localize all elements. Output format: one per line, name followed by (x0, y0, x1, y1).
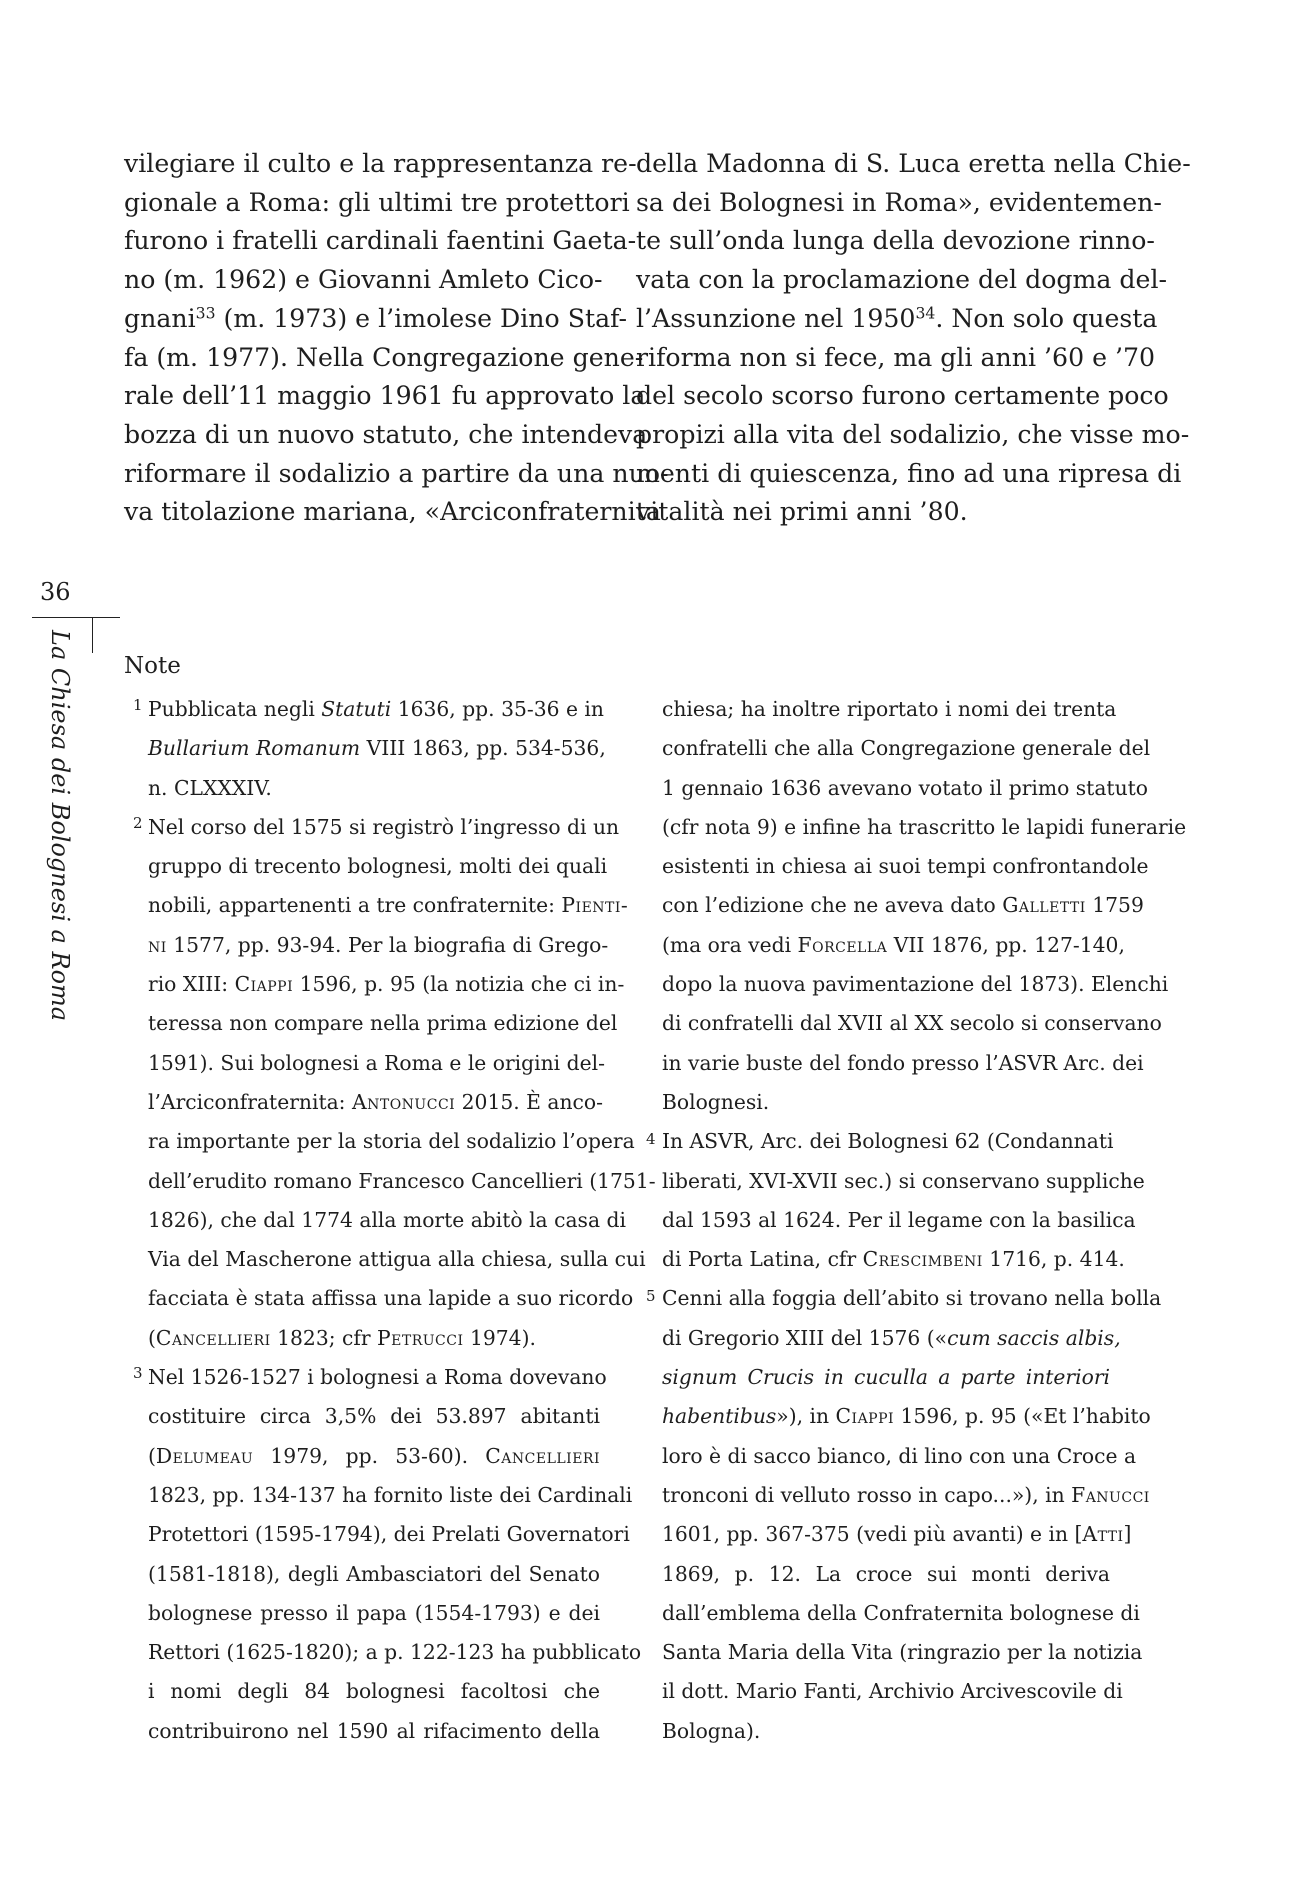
body-line: propizi alla vita del sodalizio, che visse mo- (636, 419, 1190, 449)
note-line: Bolognesi. (662, 1089, 770, 1114)
running-head: La Chiesa dei Bolognesi a Roma (46, 630, 74, 1022)
note-line: facciata è stata affissa una lapide a suo ricordo (148, 1286, 634, 1311)
footnote-ref[interactable]: 34 (915, 304, 936, 323)
note-line: bolognese presso il papa (1554-1793) e dei (148, 1600, 600, 1625)
note-line: 1591). Sui bolognesi a Roma e le origini del- (148, 1050, 605, 1075)
note-line: 1826), che dal 1774 alla morte abitò la casa di (148, 1207, 626, 1232)
body-line: furono i fratelli cardinali faentini Gaeta- (124, 226, 637, 256)
note-line: Via del Mascherone attigua alla chiesa, sulla cui (148, 1247, 646, 1272)
note-line: nobili, appartenenti a tre confraternite: Pienti- (148, 893, 629, 918)
body-line: vata con la proclamazione del dogma del- (636, 265, 1168, 295)
body-line: gionale a Roma: gli ultimi tre protettori (124, 187, 630, 217)
note-line: In ASVR, Arc. dei Bolognesi 62 (Condannati (662, 1129, 1114, 1154)
note-number: 4 (646, 1130, 656, 1148)
note-line: il dott. Mario Fanti, Archivio Arcivescovile di (662, 1679, 1123, 1704)
note-line: Bologna). (662, 1718, 761, 1743)
note-line: (ma ora vedi Forcella VII 1876, pp. 127-140, (662, 932, 1125, 957)
note-line: liberati, XVI-XVII sec.) si conservano suppliche (662, 1168, 1145, 1193)
body-line: vitalità nei primi anni ’80. (636, 497, 968, 527)
note-line: 1601, pp. 367-375 (vedi più avanti) e in [Atti] (662, 1522, 1132, 1547)
note-line: (1581-1818), degli Ambasciatori del Senato (148, 1561, 600, 1586)
body-line: rale dell’11 maggio 1961 fu approvato la (124, 381, 646, 411)
body-line: riformare il sodalizio a partire da una nuo- (124, 458, 669, 488)
note-line: Nel 1526-1527 i bolognesi a Roma dovevano (148, 1365, 607, 1390)
note-line: (Delumeau 1979, pp. 53-60). Cancellieri (148, 1443, 600, 1468)
header-rule (32, 617, 120, 618)
body-column-right (636, 145, 1191, 532)
notes-heading: Note (124, 653, 181, 679)
note-line: Rettori (1625-1820); a p. 122-123 ha pubblicato (148, 1640, 642, 1665)
note-line: tronconi di velluto rosso in capo...»), in Fanucci (662, 1482, 1150, 1507)
note-line: chiesa; ha inoltre riportato i nomi dei trenta (662, 697, 1117, 721)
body-line: bozza di un nuovo statuto, che intendeva (124, 419, 648, 449)
note-line: confratelli che alla Congregazione generale del (662, 736, 1151, 761)
note-line: n. CLXXXIV. (148, 775, 272, 800)
note-line: Pubblicata negli Statuti 1636, pp. 35-36 e in (148, 697, 604, 721)
page-number: 36 (40, 578, 71, 606)
vertical-rule (92, 618, 93, 653)
note-line: signum Crucis in cuculla a parte interiori (662, 1365, 1110, 1390)
note-line: (Cancellieri 1823; cfr Petrucci 1974). (148, 1325, 536, 1350)
note-line: teressa non compare nella prima edizione del (148, 1011, 618, 1036)
note-line: Santa Maria della Vita (ringrazio per la notizia (662, 1640, 1143, 1665)
note-line: loro è di sacco bianco, di lino con una Croce a (662, 1443, 1137, 1468)
body-line: va titolazione mariana, «Arciconfraternita (124, 497, 661, 527)
note-line: (cfr nota 9) e infine ha trascritto le lapidi funerarie (662, 814, 1187, 839)
notes-column-left (148, 690, 656, 1751)
note-line: di Porta Latina, cfr Crescimbeni 1716, p. 414. (662, 1247, 1125, 1272)
note-line: dell’erudito romano Francesco Cancellieri (1751- (148, 1168, 656, 1193)
note-line: i nomi degli 84 bolognesi facoltosi che (148, 1679, 600, 1704)
footnote-ref[interactable]: 33 (195, 304, 216, 323)
note-line: costituire circa 3,5% dei 53.897 abitanti (148, 1404, 600, 1429)
note-line: dal 1593 al 1624. Per il legame con la basilica (662, 1207, 1136, 1232)
body-line: no (m. 1962) e Giovanni Amleto Cico- (124, 265, 603, 295)
note-line: 1823, pp. 134-137 ha fornito liste dei Cardinali (148, 1482, 633, 1507)
note-line: 1869, p. 12. La croce sui monti deriva (662, 1561, 1110, 1586)
note-line: di confratelli dal XVII al XX secolo si conservano (662, 1011, 1162, 1036)
note-line: dopo la nuova pavimentazione del 1873). Elenchi (662, 972, 1169, 997)
note-line: dall’emblema della Confraternita bolognese di (662, 1600, 1140, 1625)
note-line: Cenni alla foggia dell’abito si trovano nella bolla (662, 1286, 1162, 1311)
body-line: gnani$^{33}$ (m. 1973) e l’imolese Dino Staf- (124, 303, 628, 333)
body-line: della Madonna di S. Luca eretta nella Chie- (636, 149, 1191, 178)
body-line: sa dei Bolognesi in Roma», evidentemen- (636, 187, 1162, 217)
body-line: fa (m. 1977). Nella Congregazione gene- (124, 342, 644, 372)
body-line: menti di quiescenza, fino ad una ripresa di (636, 458, 1182, 488)
note-line: 1 gennaio 1636 avevano votato il primo statuto (662, 775, 1148, 800)
note-line: ra importante per la storia del sodalizio l’opera (148, 1129, 635, 1154)
note-number: 3 (133, 1364, 143, 1382)
note-line: in varie buste del fondo presso l’ASVR Arc. dei (662, 1050, 1144, 1075)
note-line: gruppo di trecento bolognesi, molti dei quali (148, 854, 608, 879)
note-line: rio XIII: Ciappi 1596, p. 95 (la notizia che ci in- (148, 972, 625, 997)
note-line: di Gregorio XIII del 1576 («cum saccis albis, (662, 1325, 1121, 1350)
note-line: l’Arciconfraternita: Antonucci 2015. È anco- (148, 1089, 603, 1114)
body-line: te sull’onda lunga della devozione rinno- (636, 226, 1155, 256)
notes-column-right (662, 690, 1187, 1751)
body-line: del secolo scorso furono certamente poco (636, 381, 1169, 411)
note-line: ni 1577, pp. 93-94. Per la biografia di Grego- (148, 932, 609, 957)
note-number: 1 (133, 696, 143, 714)
note-line: contribuirono nel 1590 al rifacimento della (148, 1718, 600, 1743)
body-line: l’Assunzione nel 1950$^{34}$. Non solo questa (636, 303, 1158, 333)
note-line: Nel corso del 1575 si registrò l’ingresso di un (148, 814, 620, 839)
body-line: riforma non si fece, ma gli anni ’60 e ’70 (636, 342, 1156, 372)
note-line: habentibus»), in Ciappi 1596, p. 95 («Et l’habito (662, 1404, 1151, 1429)
note-line: Bullarium Romanum VIII 1863, pp. 534-536, (148, 736, 606, 761)
body-column-left (124, 145, 669, 532)
body-line: vilegiare il culto e la rappresentanza re- (124, 149, 637, 178)
note-line: Protettori (1595-1794), dei Prelati Governatori (148, 1522, 630, 1547)
note-line: con l’edizione che ne aveva dato Galletti 1759 (662, 893, 1144, 918)
note-number: 5 (646, 1287, 656, 1305)
note-line: esistenti in chiesa ai suoi tempi confrontandole (662, 854, 1149, 879)
note-number: 2 (133, 814, 143, 832)
